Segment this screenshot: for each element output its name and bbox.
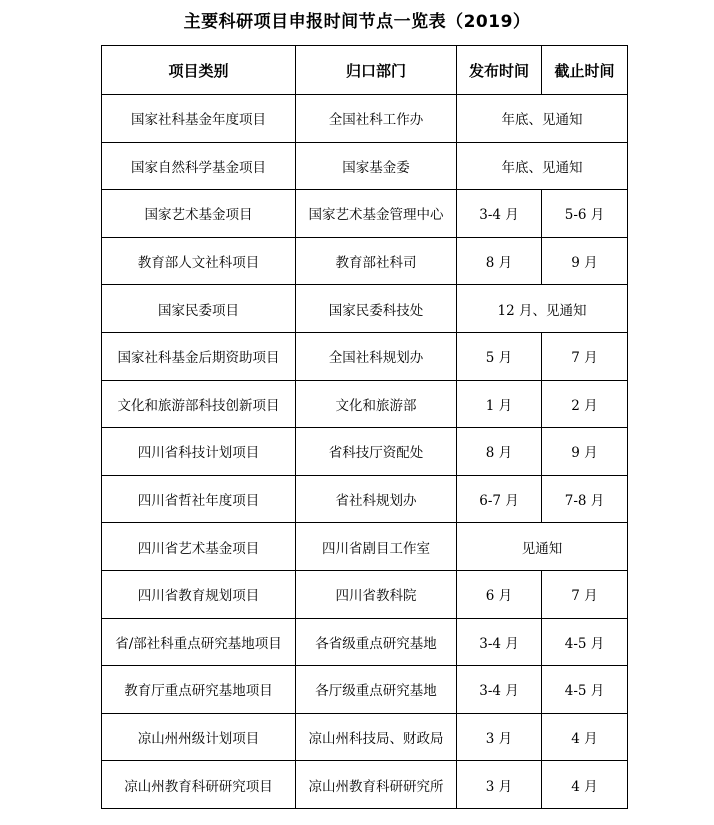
cell-release-time: 8 月 [457,428,542,476]
cell-department: 四川省剧目工作室 [296,523,457,571]
cell-department: 全国社科工作办 [296,95,457,143]
cell-category: 四川省哲社年度项目 [102,475,296,523]
cell-deadline: 5-6 月 [542,190,628,238]
cell-category: 四川省科技计划项目 [102,428,296,476]
cell-department: 各省级重点研究基地 [296,618,457,666]
cell-release-time: 3-4 月 [457,618,542,666]
table-row [102,332,628,380]
cell-schedule-merged: 年底、见通知 [457,95,628,143]
cell-release-time: 5 月 [457,332,542,380]
cell-release-time: 3-4 月 [457,666,542,714]
cell-schedule-merged: 年底、见通知 [457,142,628,190]
cell-department: 四川省教科院 [296,570,457,618]
cell-release-time: 6-7 月 [457,475,542,523]
cell-category: 国家社科基金后期资助项目 [102,332,296,380]
cell-release-time: 8 月 [457,237,542,285]
cell-category: 凉山州教育科研研究项目 [102,761,296,809]
header-department: 归口部门 [296,46,457,95]
table-row [102,95,628,143]
table-row [102,523,628,571]
cell-department: 全国社科规划办 [296,332,457,380]
cell-category: 省/部社科重点研究基地项目 [102,618,296,666]
schedule-table [101,45,628,809]
cell-department: 省科技厅资配处 [296,428,457,476]
table-row [102,380,628,428]
cell-deadline: 2 月 [542,380,628,428]
cell-deadline: 4 月 [542,761,628,809]
cell-deadline: 7 月 [542,332,628,380]
table-row [102,713,628,761]
page-title: 主要科研项目申报时间节点一览表（2019） [183,12,531,32]
cell-deadline: 7 月 [542,570,628,618]
table-row [102,475,628,523]
table-header-row [102,46,628,95]
cell-category: 文化和旅游部科技创新项目 [102,380,296,428]
table-row [102,618,628,666]
cell-release-time: 6 月 [457,570,542,618]
table-row [102,570,628,618]
cell-category: 四川省教育规划项目 [102,570,296,618]
table-row [102,237,628,285]
header-category: 项目类别 [102,46,296,95]
cell-department: 国家民委科技处 [296,285,457,333]
header-release-time: 发布时间 [457,46,542,95]
table-row [102,190,628,238]
cell-category: 国家艺术基金项目 [102,190,296,238]
table-body [102,95,628,809]
cell-category: 国家社科基金年度项目 [102,95,296,143]
cell-deadline: 7-8 月 [542,475,628,523]
table-row [102,666,628,714]
table-row [102,142,628,190]
cell-department: 凉山州科技局、财政局 [296,713,457,761]
cell-release-time: 3-4 月 [457,190,542,238]
cell-department: 凉山州教育科研研究所 [296,761,457,809]
table-row [102,428,628,476]
cell-deadline: 9 月 [542,428,628,476]
cell-deadline: 9 月 [542,237,628,285]
cell-schedule-merged: 12 月、见通知 [457,285,628,333]
cell-category: 教育部人文社科项目 [102,237,296,285]
cell-deadline: 4-5 月 [542,666,628,714]
cell-category: 国家自然科学基金项目 [102,142,296,190]
cell-department: 文化和旅游部 [296,380,457,428]
cell-release-time: 3 月 [457,713,542,761]
cell-department: 国家基金委 [296,142,457,190]
table-row [102,761,628,809]
cell-department: 国家艺术基金管理中心 [296,190,457,238]
cell-department: 省社科规划办 [296,475,457,523]
cell-deadline: 4-5 月 [542,618,628,666]
cell-category: 教育厅重点研究基地项目 [102,666,296,714]
cell-department: 教育部社科司 [296,237,457,285]
cell-release-time: 3 月 [457,761,542,809]
table-row [102,285,628,333]
cell-release-time: 1 月 [457,380,542,428]
cell-category: 凉山州州级计划项目 [102,713,296,761]
cell-category: 四川省艺术基金项目 [102,523,296,571]
cell-schedule-merged: 见通知 [457,523,628,571]
cell-category: 国家民委项目 [102,285,296,333]
cell-deadline: 4 月 [542,713,628,761]
cell-department: 各厅级重点研究基地 [296,666,457,714]
header-deadline: 截止时间 [542,46,628,95]
